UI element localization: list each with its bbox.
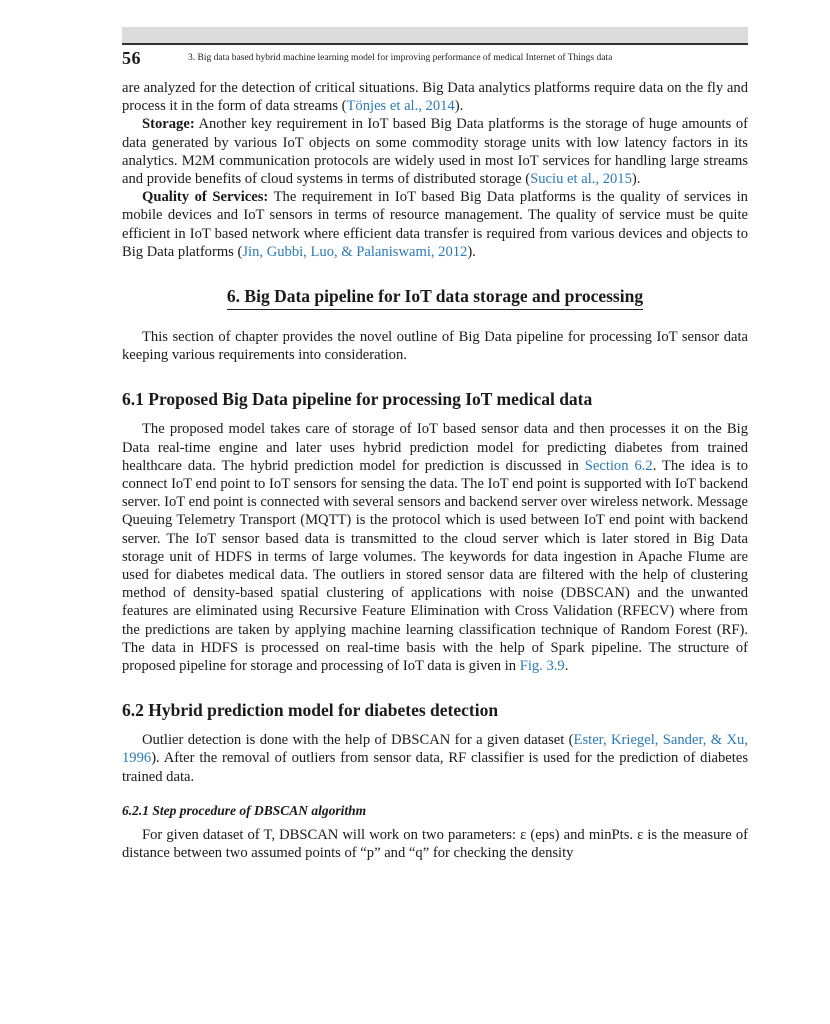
header-band <box>122 27 748 43</box>
section-6-2-heading: 6.2 Hybrid prediction model for diabetes detection <box>122 700 499 721</box>
header-rule <box>122 43 748 45</box>
paragraph-quality-of-services: Quality of Services: The requirement in IoT based Big Data platforms is the quality of services in mobile devices and IoT sensors in terms of resource management. The quality of service must be quite efficient in IoT based network where efficient data transfer is required from various devices and objects to Big Data platforms (Jin, Gubbi, Luo, & Palaniswami, 2012). <box>122 189 748 260</box>
term-quality-of-services: Quality of Services: <box>142 189 269 206</box>
citation-link[interactable]: Tönjes et al., 2014 <box>346 98 455 115</box>
page-number: 56 <box>122 48 141 68</box>
citation-link[interactable]: Ester, Kriegel, Sander, & Xu, 1996 <box>122 732 748 767</box>
section-6-2-body: Outlier detection is done with the help of DBSCAN for a given dataset (Ester, Kriegel, Sander, & Xu, 1996). After the removal of outliers from sensor data, RF classifier is used for the prediction of diabetes trained data. <box>122 732 748 785</box>
citation-link[interactable]: Suciu et al., 2015 <box>530 171 632 188</box>
citation-link[interactable]: Jin, Gubbi, Luo, & Palaniswami, 2012 <box>242 243 468 260</box>
section-6-2-1-body: For given dataset of T, DBSCAN will work on two parameters: ε (eps) and minPts. ε is the measure of distance between two assumed points of “p” and “q” for checking the density <box>122 826 748 862</box>
running-head: 3. Big data based hybrid machine learning model for improving performance of medical Internet of Things data <box>188 53 613 63</box>
section-6-2-1-heading: 6.2.1 Step procedure of DBSCAN algorithm <box>122 802 367 818</box>
section-link[interactable]: Section 6.2 <box>584 457 653 474</box>
section-6-1-body: The proposed model takes care of storage of IoT based sensor data and then processes it on the Big Data real-time engine and later uses hybrid prediction model for predicting diabetes from trained healthcare data. The hybrid prediction model for prediction is discussed in Section 6.2. The idea is to connect IoT end point to IoT sensors for sensing the data. The IoT end point is supported with IoT backend server. IoT end point is connected with several sensors and backend server over wireless network. Message Queuing Telemetry Transport (MQTT) is the protocol which is used between IoT end point with backend server. The IoT sensor based data is transmitted to the cloud server which is later stored in Big Data storage unit of HDFS in terms of large volumes. The keywords for data ingestion in Apache Flume are used for diabetes medical data. The outliers in stored sensor data are filtered with the help of clustering method of density-based spatial clustering of applications with noise (DBSCAN) and the unwanted features are eliminated using Recursive Feature Elimination with Cross Validation (RFECV) where from the predictions are taken by applying machine learning classification technique of Random Forest (RF). The data in HDFS is processed on real-time basis with the help of Spark pipeline. The structure of proposed pipeline for storage and processing of IoT data is given in Fig. 3.9. <box>122 421 748 675</box>
paragraph-continuation: are analyzed for the detection of critical situations. Big Data analytics platforms require data on the fly and process it in the form of data streams (Tönjes et al., 2014). <box>122 80 748 115</box>
figure-link[interactable]: Fig. 3.9 <box>519 658 565 675</box>
section-6-heading: 6. Big Data pipeline for IoT data storage and processing <box>122 285 748 310</box>
section-6-1-heading: 6.1 Proposed Big Data pipeline for processing IoT medical data <box>122 389 593 410</box>
page-body <box>122 79 748 862</box>
section-6-intro: This section of chapter provides the novel outline of Big Data pipeline for processing IoT sensor data keeping various requirements into consideration. <box>122 329 748 364</box>
paragraph-storage: Storage: Another key requirement in IoT based Big Data platforms is the storage of huge amounts of data generated by various IoT objects on some commodity storage units with low latency factors in its analytics. M2M communication protocols are widely used in most IoT services for handling large streams and provide benefits of cloud systems in terms of distributed storage (Suciu et al., 2015). <box>122 116 748 188</box>
term-storage: Storage: <box>142 116 195 133</box>
